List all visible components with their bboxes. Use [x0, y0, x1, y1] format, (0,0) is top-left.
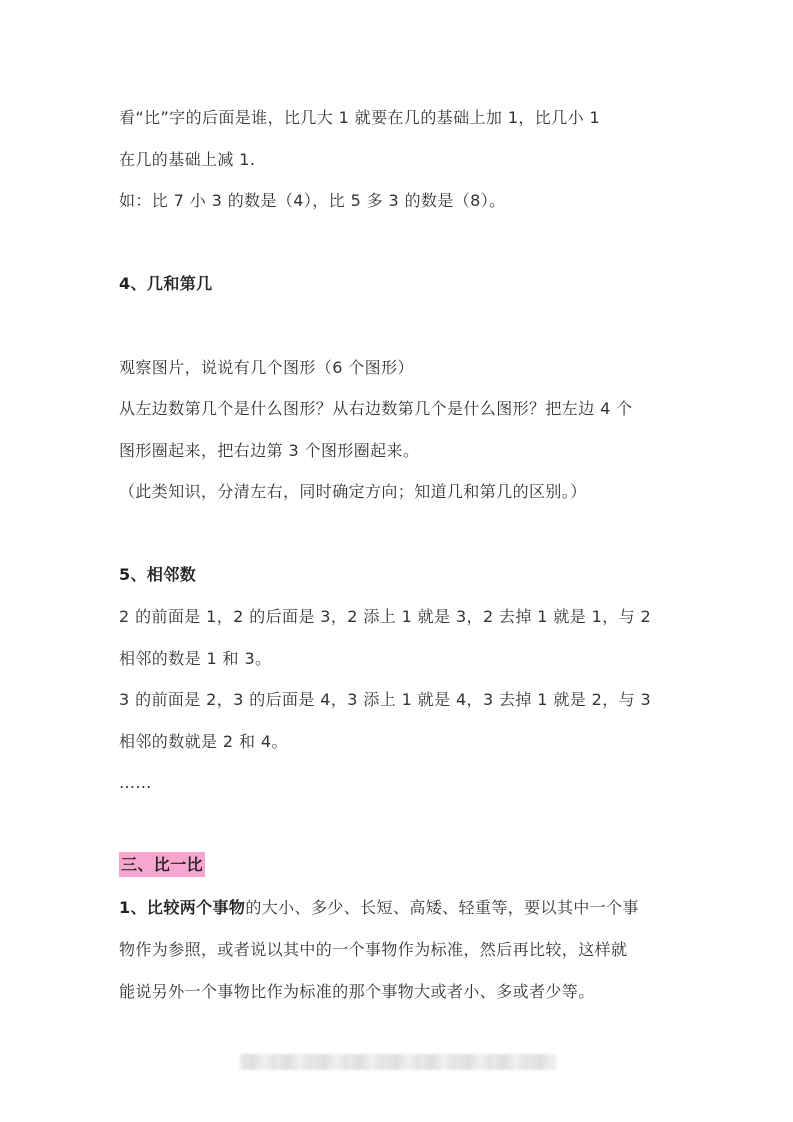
paragraph-line: [119, 898, 639, 918]
paragraph-text: 的大小、多少、长短、高矮、轻重等，要以其中一个事: [245, 898, 639, 917]
ellipsis: ……: [119, 773, 152, 792]
paragraph-line: 看“比”字的后面是谁，比几大 1 就要在几的基础上加 1，比几小 1: [119, 108, 601, 127]
paragraph-line: 在几的基础上减 1.: [119, 150, 256, 169]
section-heading: 4、几和第几: [119, 274, 213, 293]
paragraph-line: 物作为参照，或者说以其中的一个事物作为标准，然后再比较，这样就: [119, 940, 628, 959]
paragraph-line: 图形圈起来，把右边第 3 个图形圈起来。: [119, 441, 420, 460]
blurred-watermark: [240, 1054, 556, 1070]
paragraph-line: 如：比 7 小 3 的数是（4），比 5 多 3 的数是（8）。: [119, 191, 506, 210]
section-heading: 5、相邻数: [119, 565, 197, 584]
paragraph-line: 相邻的数就是 2 和 4。: [119, 732, 288, 751]
bold-phrase: 1、比较两个事物: [119, 898, 246, 917]
part-heading: [119, 855, 205, 875]
paragraph-line: 2 的前面是 1，2 的后面是 3，2 添上 1 就是 3，2 去掉 1 就是 1，与 2: [119, 607, 652, 626]
paragraph-line: 从左边数第几个是什么图形？从右边数第几个是什么图形？把左边 4 个: [119, 399, 633, 418]
paragraph-line: 相邻的数是 1 和 3。: [119, 649, 272, 668]
paragraph-line: （此类知识，分清左右，同时确定方向；知道几和第几的区别。）: [119, 482, 587, 501]
paragraph-line: 观察图片，说说有几个图形（6 个图形）: [119, 358, 414, 377]
paragraph-line: 能说另外一个事物比作为标准的那个事物大或者小、多或者少等。: [119, 982, 595, 1001]
highlighted-heading: 三、比一比: [119, 852, 205, 877]
paragraph-line: 3 的前面是 2，3 的后面是 4，3 添上 1 就是 4，3 去掉 1 就是 2，与 3: [119, 690, 652, 709]
